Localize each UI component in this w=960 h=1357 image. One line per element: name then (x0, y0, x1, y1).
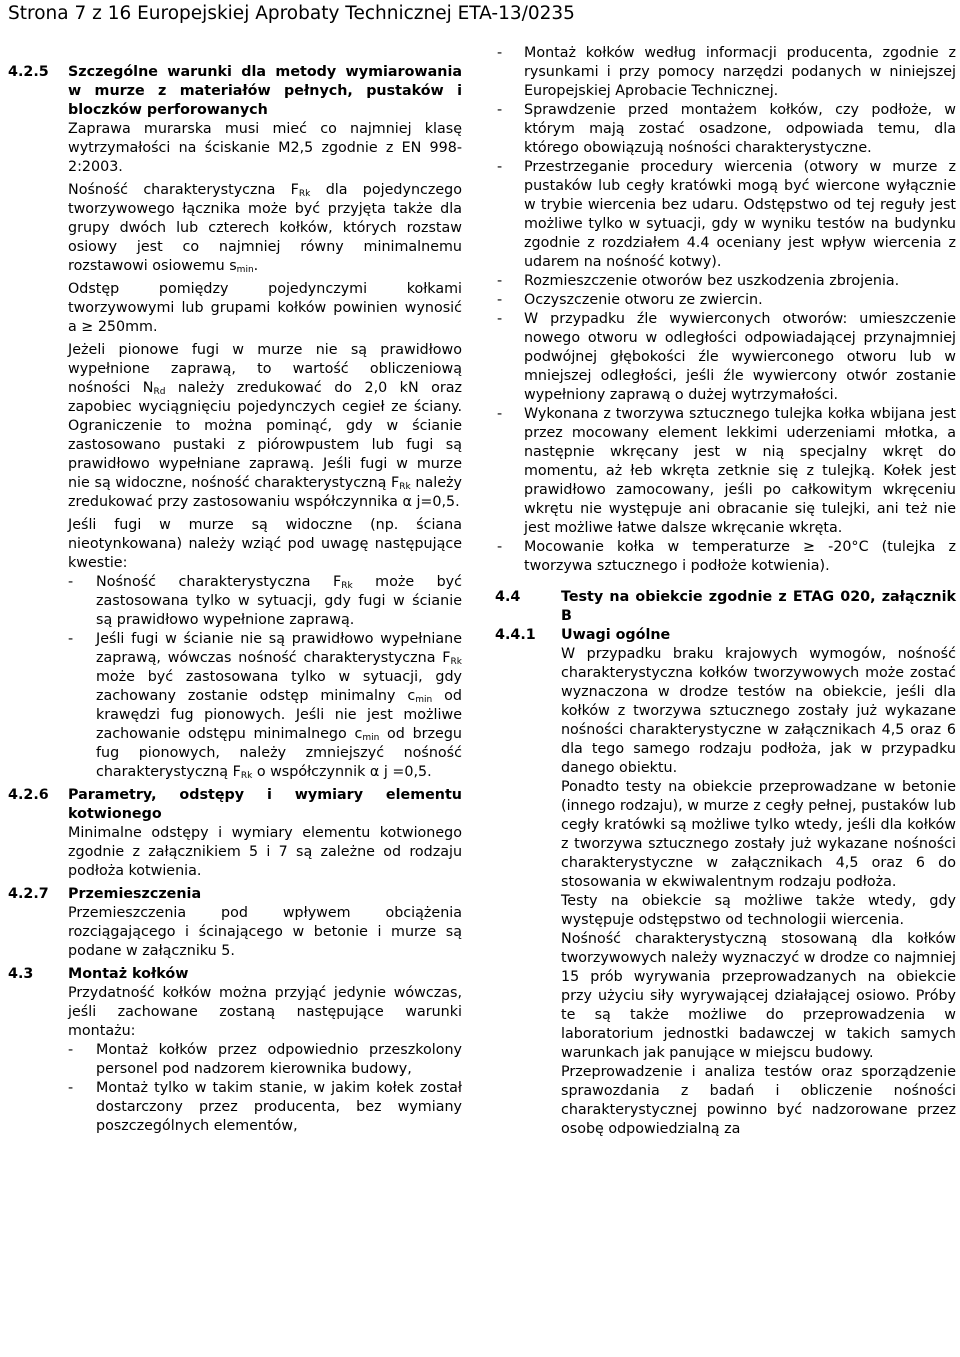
list-item: - Montaż kołków przez odpowiednio przeszkolony personel pod nadzorem kierownika budowy, (68, 1042, 462, 1077)
section-title: Testy na obiekcie zgodnie z ETAG 020, załącznik B (561, 589, 956, 624)
section-4-4 (495, 588, 956, 626)
paragraph: Przemieszczenia pod wpływem obciążenia rozciągającego i ścinającego w betonie i murze są podane w załączniku 5. (68, 905, 462, 959)
paragraph: Jeżeli pionowe fugi w murze nie są prawidłowo wypełnione zaprawą, to wartość obliczeniową nośności $N_{Rd}$ należy zredukować do 2,0 kN oraz zapobiec wyciągnięciu pojedynczych cegieł ze ściany. Ograniczenie to można pominąć, gdy w ścianie zastosowano pustaki z piórowpustem lub fugi są prawidłowo wypełniane zaprawą. Jeśli fugi w murze nie są widoczne, nośność charakterystyczną $F_{Rk}$ należy zredukować przy zastosowaniu współczynnika α j=0,5. (68, 342, 462, 510)
section-title: Szczególne warunki dla metody wymiarowania w murze z materiałów pełnych, pustaków i bloczków perforowanych (68, 64, 462, 118)
list-item: - Sprawdzenie przed montażem kołków, czy podłoże, w którym mają zostać osadzone, odpowiada temu, dla którego obowiązują nośności charakterystyczne. (497, 102, 956, 156)
paragraph: Odstęp pomiędzy pojedynczymi kołkami tworzywowymi lub grupami kołków powinien wynosić a ≥ 250mm. (68, 281, 462, 335)
paragraph: Ponadto testy na obiekcie przeprowadzane w betonie (innego rodzaju), w murze z cegły pełnej, pustaków lub cegły kratówki są możliwe tylko wtedy, jeśli dla kołków z tworzywa sztucznego zostały już wykazane nośności charakterystyczne w załącznikach 4,5 oraz 6 do stosowania w ekwiwalentnym rodzaju podłoża. (561, 779, 956, 890)
list-item: - Przestrzeganie procedury wiercenia (otwory w murze z pustaków lub cegły kratówki mogą być wiercone wyłącznie w trybie wiercenia bez udaru. Odstępstwo od tej reguły jest możliwe tylko w sytuacji, gdy w wyniku testów na budynku zgodnie z rozdziałem 4.4 oceniany jest wpływ wiercenia z udarem na nośność kotwy). (497, 159, 956, 270)
section-title: Uwagi ogólne (561, 627, 671, 643)
section-number: 4.2.5 (8, 64, 49, 80)
section-4-4-1 (495, 626, 956, 1139)
paragraph: Testy na obiekcie są możliwe także wtedy, gdy występuje odstępstwo od technologii wiercenia. (561, 893, 956, 928)
section-4-2-6 (8, 786, 462, 881)
paragraph: Przeprowadzenie i analiza testów oraz sporządzenie sprawozdania z badań i obliczenie nośności charakterystycznej powinno być nadzorowane przez osobę odpowiedzialną za (561, 1064, 956, 1137)
list-item: - Wykonana z tworzywa sztucznego tulejka kołka wbijana jest przez mocowany element lekkimi uderzeniami młotka, a następnie wkręcany jest w nią specjalny wkręt do momentu, aż łeb wkręta zetknie się z tulejką. Kołek jest prawidłowo zamocowany, jeśli po całkowitym wkręceniu wkrętu nie występuje ani obracanie się tulejki, ani też nie jest możliwe łatwe dalsze wkręcanie wkręta. (497, 406, 956, 536)
list-item: - Mocowanie kołka w temperaturze ≥ -20°C (tulejka z tworzywa sztucznego i podłoże kotwienia). (497, 539, 956, 574)
paragraph: Nośność charakterystyczna $F_{Rk}$ dla pojedynczego tworzywowego łącznika może być przyjęta także dla grupy dwóch lub czterech kołków, których rozstaw osiowy jest co najmniej równy minimalnemu rozstawowi osiowemu $s_{min}$. (68, 182, 462, 275)
paragraph: Minimalne odstępy i wymiary elementu kotwionego zgodnie z załącznikiem 5 i 7 są zależne od rodzaju podłoża kotwienia. (68, 825, 462, 879)
list-item: - Rozmieszczenie otworów bez uszkodzenia zbrojenia. (497, 273, 900, 289)
section-number: 4.4 (495, 589, 521, 605)
paragraph: Zaprawa murarska musi mieć co najmniej klasę wytrzymałości na ściskanie M2,5 zgodnie z EN 998-2:2003. (68, 121, 462, 175)
list-item: - Jeśli fugi w ścianie nie są prawidłowo wypełniane zaprawą, wówczas nośność charakterystyczna $F_{Rk}$ może być zastosowana tylko w sytuacji, gdy zachowany zostanie odstęp minimalny $c_{min}$ od krawędzi fug pionowych. Jeśli nie jest możliwe zachowanie odstępu minimalnego $c_{min}$ od brzegu fug pionowych, należy zmniejszyć nośność charakterystyczną $F_{Rk}$ o współczynnik α j =0,5. (68, 631, 462, 781)
paragraph: Jeśli fugi w murze są widoczne (np. ściana nieotynkowana) należy wziąć pod uwagę następujące kwestie: (68, 517, 462, 571)
list-item: - Nośność charakterystyczna $F_{Rk}$ może być zastosowana tylko w sytuacji, gdy fugi w ścianie są prawidłowo wypełnione zaprawą. (68, 574, 462, 628)
right-column (495, 44, 956, 1139)
section-title: Przemieszczenia (68, 886, 202, 902)
section-title: Montaż kołków (68, 966, 189, 982)
section-number: 4.2.6 (8, 787, 49, 803)
list-item: - Montaż kołków według informacji producenta, zgodnie z rysunkami i przy pomocy narzędzi podanych w niniejszej Europejskiej Aprobacie Technicznej. (497, 45, 956, 99)
section-4-2-5 (8, 63, 462, 782)
section-number: 4.4.1 (495, 627, 536, 643)
installation-list (495, 44, 956, 576)
paragraph: Nośność charakterystyczną stosowaną dla kołków tworzywowych należy wyznaczyć w drodze co najmniej 15 prób wyrywania przeprowadzanych na obiekcie przy użyciu siły wyrywającej działającej osiowo. Próby te są także możliwe do przeprowadzenia w laboratorium jednostki badawczej w takich samych warunkach jak panujące w miejscu budowy. (561, 931, 956, 1061)
paragraph: W przypadku braku krajowych wymogów, nośność charakterystyczna kołków tworzywowych może zostać wyznaczona w drodze testów na obiekcie, jeśli dla kołków z tworzywa sztucznego zostały już wykazane nośności charakterystyczne w załącznikach 4,5 oraz 6 dla tego samego rodzaju podłoża, jak w przypadku danego obiektu. (561, 646, 956, 776)
list-item: - Oczyszczenie otworu ze zwiercin. (497, 292, 763, 308)
section-title: Parametry, odstępy i wymiary elementu kotwionego (68, 787, 462, 822)
paragraph: Przydatność kołków można przyjąć jedynie wówczas, jeśli zachowane zostaną następujące warunki montażu: (68, 985, 462, 1039)
section-4-3 (8, 965, 462, 1136)
list-item: - W przypadku źle wywierconych otworów: umieszczenie nowego otworu w odległości odpowiadającej przynajmniej podwójnej głębokości źle wywierconego otworu lub w mniejszej odległości, jeśli źle wywiercony otwór zostanie wypełniony zaprawą o dużej wytrzymałości. (497, 311, 956, 403)
section-number: 4.2.7 (8, 886, 49, 902)
list-item: - Montaż tylko w takim stanie, w jakim kołek został dostarczony przez producenta, bez wymiany poszczególnych elementów, (68, 1080, 462, 1134)
page-header: Strona 7 z 16 Europejskiej Aprobaty Technicznej ETA-13/0235 (8, 3, 575, 24)
section-4-2-7 (8, 885, 462, 961)
section-number: 4.3 (8, 966, 34, 982)
left-column (8, 63, 462, 1136)
